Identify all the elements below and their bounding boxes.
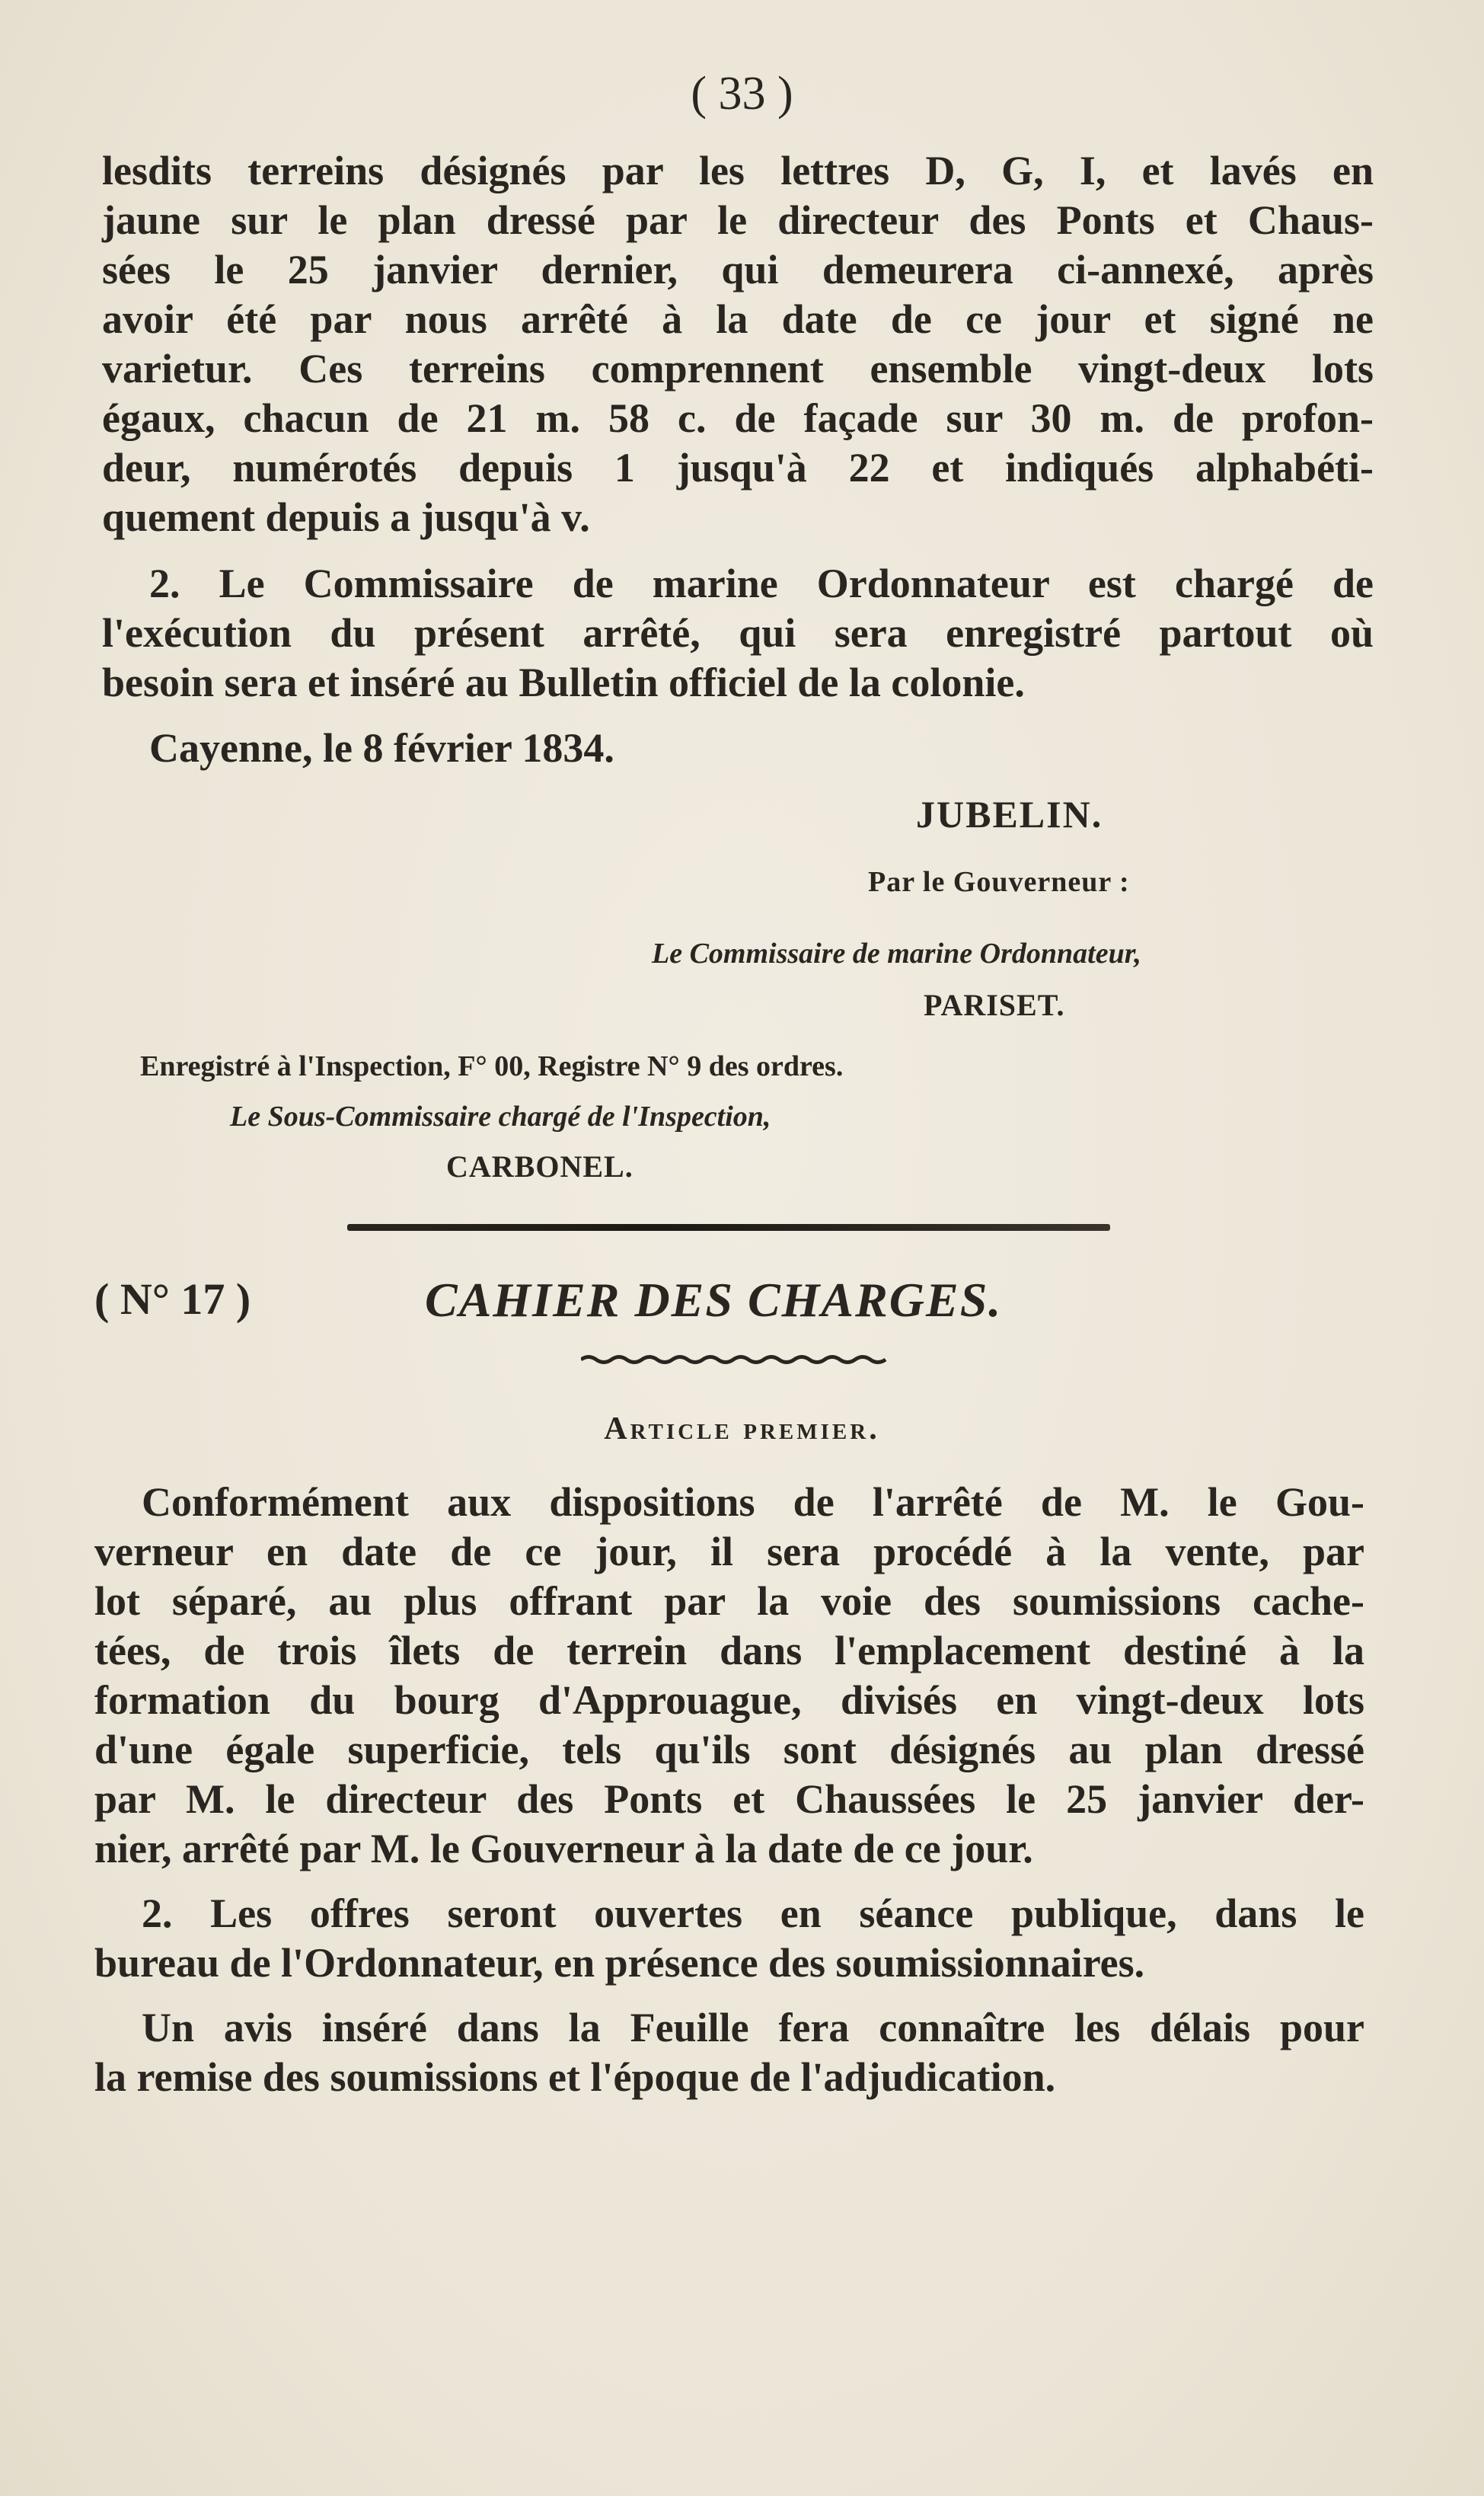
date-line: Cayenne, le 8 février 1834. [149, 725, 614, 771]
sous-commissaire-name: CARBONEL. [446, 1149, 633, 1184]
text-line: lesdits terreins désignés par les lettres D, G, I, et lavés en [102, 148, 1374, 193]
article-heading: Article premier. [604, 1411, 880, 1446]
text-line: verneur en date de ce jour, il sera procédé à la vente, par [94, 1529, 1364, 1574]
article-1-text [94, 1478, 1364, 1874]
text-line: tées, de trois îlets de terrein dans l'emplacement destiné à la [94, 1628, 1364, 1673]
text-line: jaune sur le plan dressé par le directeur des Ponts et Chaus- [102, 197, 1374, 243]
date-line-block [102, 724, 1374, 773]
text-line: d'une égale superficie, tels qu'ils sont désignés au plan dressé [94, 1727, 1364, 1772]
text-line: égaux, chacun de 21 m. 58 c. de façade sur 30 m. de profon- [102, 395, 1374, 441]
text-line: sées le 25 janvier dernier, qui demeurera ci-annexé, après [102, 247, 1374, 292]
text-line: la remise des soumissions et l'époque de l'adjudication. [94, 2054, 1056, 2100]
text-line: Conformément aux dispositions de l'arrêté de M. le Gou- [142, 1479, 1364, 1525]
text-line: Un avis inséré dans la Feuille fera connaître les délais pour [142, 2005, 1364, 2050]
paragraph-continuation [102, 146, 1374, 542]
ornamental-rule [581, 1354, 893, 1365]
text-line: lot séparé, au plus offrant par la voie des soumissions cache- [94, 1578, 1364, 1624]
commissaire-name: PARISET. [924, 988, 1065, 1022]
text-line: 2. Les offres seront ouvertes en séance publique, dans le [142, 1890, 1364, 1936]
section-heading [0, 1274, 1484, 1334]
text-line: avoir été par nous arrêté à la date de ce jour et signé ne [102, 296, 1374, 342]
enregistrement-line: Enregistré à l'Inspection, F° 00, Registre N° 9 des ordres. [140, 1050, 844, 1082]
text-line: l'exécution du présent arrêté, qui sera enregistré partout où [102, 610, 1374, 656]
text-line: nier, arrêté par M. le Gouverneur à la date de ce jour. [94, 1826, 1033, 1871]
paragraph-article-2 [102, 559, 1374, 708]
text-line: bureau de l'Ordonnateur, en présence des soumissionnaires. [94, 1940, 1145, 1986]
commissaire-title: Le Commissaire de marine Ordonnateur, [652, 938, 1141, 970]
text-line: quement depuis a jusqu'à v. [102, 494, 590, 540]
par-le-gouverneur: Par le Gouverneur : [868, 866, 1130, 898]
article-3-text [94, 2003, 1364, 2102]
section-title: CAHIER DES CHARGES. [425, 1273, 1003, 1327]
text-line: varietur. Ces terreins comprennent ensemble vingt-deux lots [102, 346, 1374, 391]
text-line: 2. Le Commissaire de marine Ordonnateur est chargé de [149, 561, 1374, 606]
sous-commissaire-title: Le Sous-Commissaire chargé de l'Inspection, [230, 1101, 771, 1133]
text-line: deur, numérotés depuis 1 jusqu'à 22 et indiqués alphabéti- [102, 445, 1374, 491]
signature-jubelin: JUBELIN. [916, 793, 1103, 836]
text-line: par M. le directeur des Ponts et Chaussées le 25 janvier der- [94, 1776, 1364, 1822]
page-number: ( 33 ) [691, 68, 793, 120]
text-line: formation du bourg d'Approuague, divisés en vingt-deux lots [94, 1677, 1364, 1723]
section-divider [347, 1224, 1110, 1231]
text-line: besoin sera et inséré au Bulletin officiel de la colonie. [102, 660, 1025, 705]
article-2-text [94, 1889, 1364, 1988]
section-number: ( N° 17 ) [94, 1274, 251, 1324]
